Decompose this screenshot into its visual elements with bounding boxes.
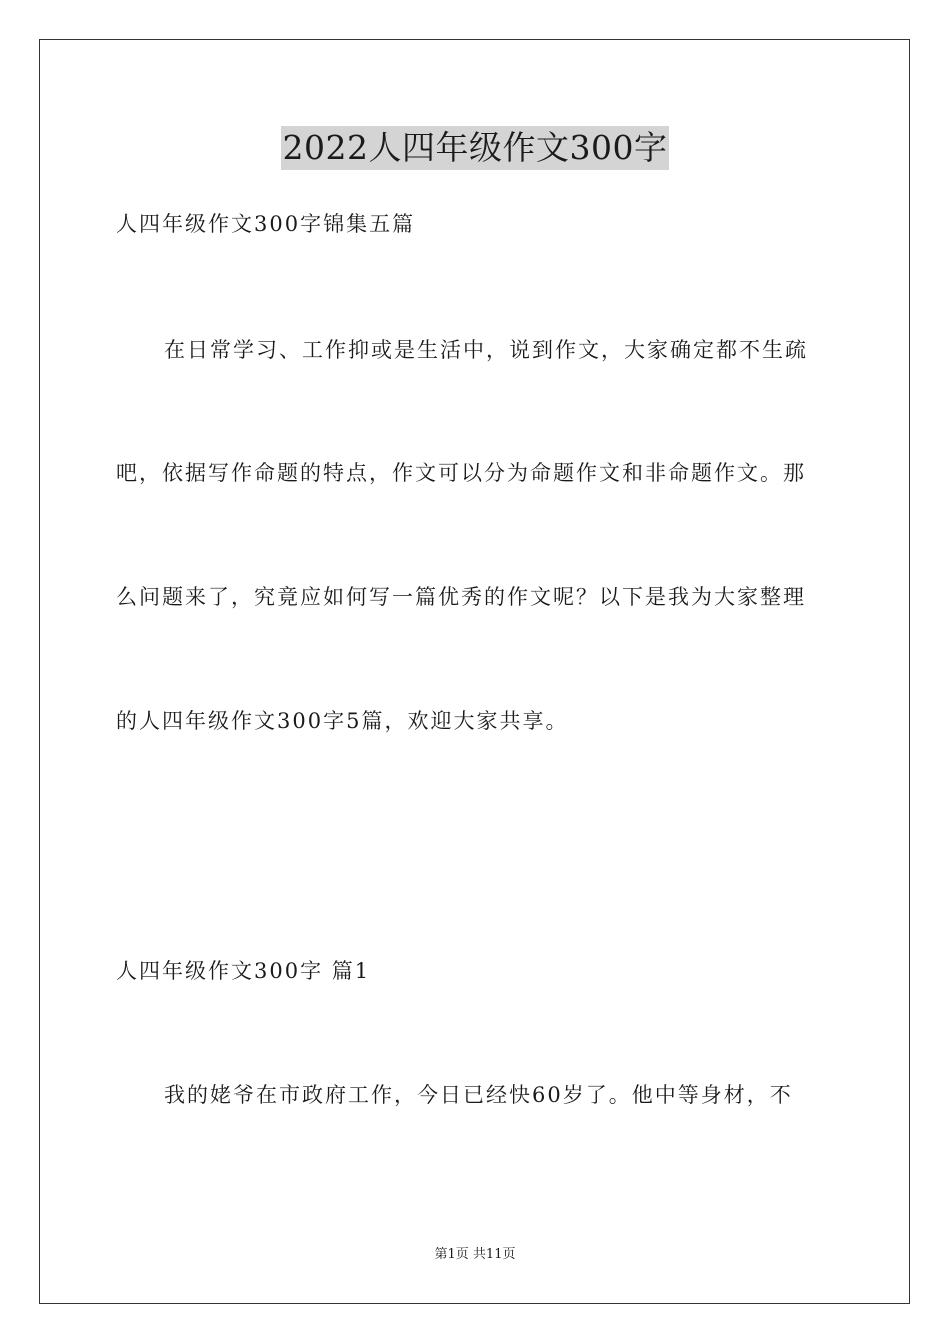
title-container (0, 126, 950, 170)
document-title: 2022人四年级作文300字 (281, 126, 670, 170)
intro-line-2: 吧，依据写作命题的特点，作文可以分为命题作文和非命题作文。那 (116, 461, 806, 485)
intro-line-1: 在日常学习、工作抑或是生活中，说到作文，大家确定都不生疏 (164, 338, 808, 362)
body-line-1: 我的姥爷在市政府工作，今日已经快60岁了。他中等身材，不 (164, 1083, 793, 1107)
page-footer: 第1页 共11页 (434, 1247, 516, 1262)
document-subtitle: 人四年级作文300字锦集五篇 (116, 212, 416, 236)
intro-line-4: 的人四年级作文300字5篇，欢迎大家共享。 (116, 709, 569, 733)
section-heading: 人四年级作文300字 篇1 (116, 959, 371, 983)
intro-line-3: 么问题来了，究竟应如何写一篇优秀的作文呢？以下是我为大家整理 (116, 585, 806, 609)
